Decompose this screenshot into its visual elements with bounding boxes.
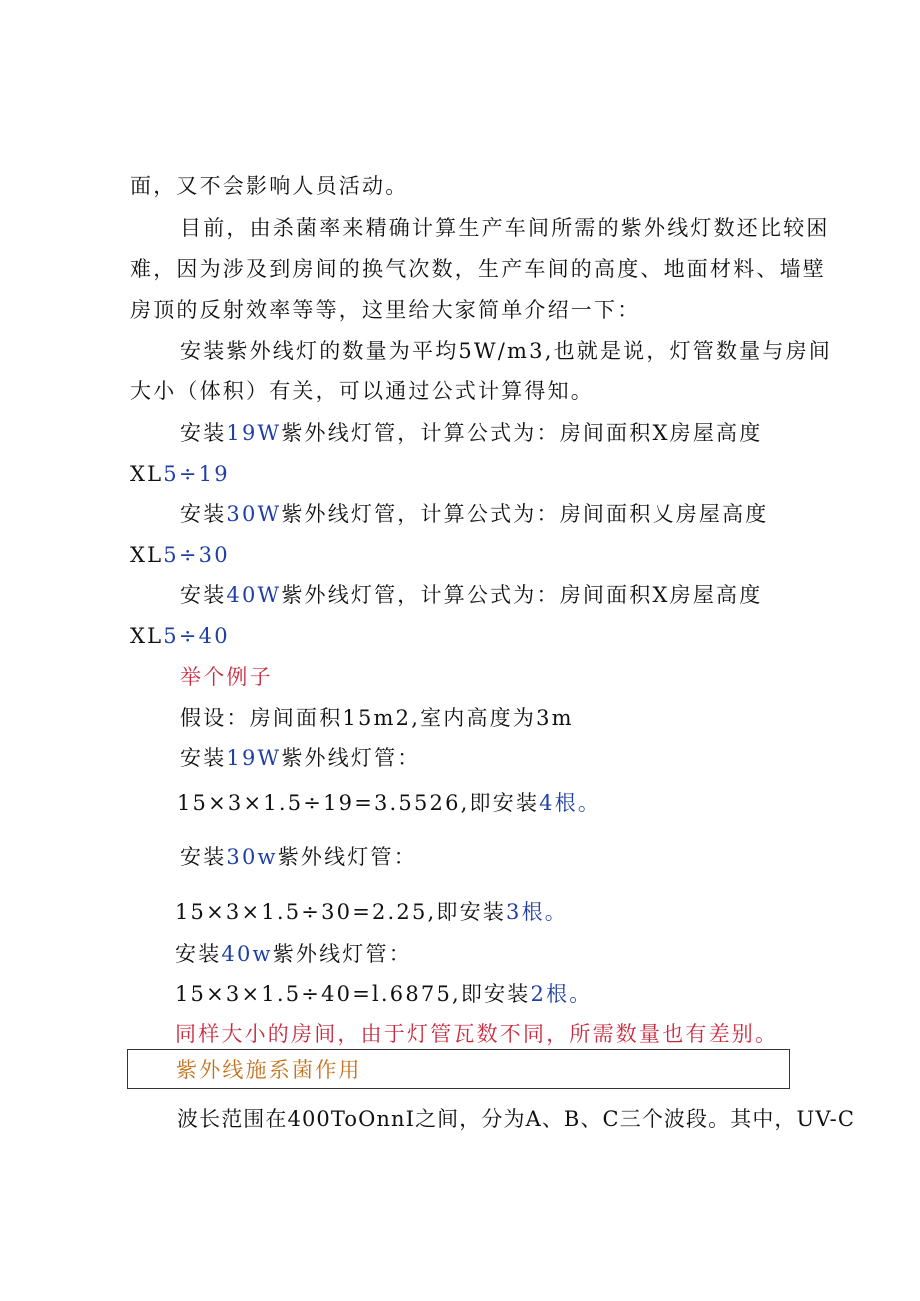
example-prefix: 安装: [180, 845, 227, 869]
tube-unit: 根。: [546, 982, 593, 1006]
tube-unit: 根。: [554, 791, 602, 815]
wattage-40w: 40W: [226, 583, 282, 607]
formula-prefix: 安装: [180, 502, 227, 526]
formula-divisor-19: 5÷19: [163, 462, 230, 486]
formula-prefix: 安装: [180, 583, 227, 607]
assumption-line: 假设：房间面积15m2,室内高度为3m: [180, 706, 574, 730]
tube-unit: 根。: [521, 900, 568, 924]
formula-text: 紫外线灯管，计算公式为：房间面积乂房屋高度: [281, 502, 769, 526]
section-heading: 紫外线施系菌作用: [176, 1058, 362, 1082]
formula-divisor-40: 5÷40: [163, 624, 230, 648]
formula-xl: XL: [130, 624, 164, 648]
formula-tail-19w: [130, 460, 230, 488]
example-prefix: 安装: [175, 942, 222, 966]
wattage-30w: 30W: [226, 502, 282, 526]
formula-line-19w: [180, 419, 762, 447]
section-heading-box: [127, 1049, 790, 1089]
formula-prefix: 安装: [180, 421, 227, 445]
calc-expression: 15×3×1.5÷19=3.5526,即安装: [177, 791, 540, 815]
wattage-40w: 40w: [221, 942, 273, 966]
example-40w-title: [175, 940, 412, 968]
formula-text: 紫外线灯管，计算公式为：房间面积X房屋高度: [281, 421, 763, 445]
example-19w-title: [180, 744, 421, 772]
calc-expression: 15×3×1.5÷40=l.6875,即安装: [175, 982, 531, 1006]
formula-tail-40w: [130, 622, 230, 650]
paragraph-line: 波长范围在400ToOnnI之间，分为A、B、C三个波段。其中，UV-C: [177, 1107, 856, 1131]
example-text: 紫外线灯管：: [272, 942, 412, 966]
paragraph-line: 面，又不会影响人员活动。: [130, 174, 409, 198]
formula-text: 紫外线灯管，计算公式为：房间面积X房屋高度: [281, 583, 763, 607]
wattage-19w: 19W: [226, 421, 282, 445]
example-prefix: 安装: [180, 746, 227, 770]
tube-count-19w: 4: [539, 791, 555, 815]
paragraph-line: 难，因为涉及到房间的换气次数，生产车间的高度、地面材料、墙壁: [130, 257, 826, 281]
formula-tail-30w: [130, 541, 230, 569]
paragraph-line: 目前，由杀菌率来精确计算生产车间所需的紫外线灯数还比较困: [180, 216, 830, 240]
formula-xl: XL: [130, 543, 164, 567]
wattage-30w: 30w: [226, 845, 278, 869]
example-text: 紫外线灯管：: [281, 746, 421, 770]
paragraph-line: 大小（体积）有关，可以通过公式计算得知。: [130, 379, 594, 403]
example-19w-calc: [177, 789, 601, 817]
paragraph-line: 安装紫外线灯的数量为平均5W/m3,也就是说，灯管数量与房间: [180, 339, 832, 363]
example-heading: 举个例子: [180, 665, 273, 689]
example-30w-title: [180, 843, 417, 871]
formula-line-30w: [180, 500, 769, 528]
calc-expression: 15×3×1.5÷30=2.25,即安装: [175, 900, 507, 924]
example-text: 紫外线灯管：: [277, 845, 417, 869]
paragraph-line: 房顶的反射效率等等，这里给大家简单介绍一下：: [130, 298, 641, 322]
example-40w-calc: [175, 980, 592, 1008]
formula-xl: XL: [130, 462, 164, 486]
wattage-19w: 19W: [226, 746, 282, 770]
formula-divisor-30: 5÷30: [163, 543, 230, 567]
example-30w-calc: [175, 898, 568, 926]
tube-count-30w: 3: [506, 900, 522, 924]
tube-count-40w: 2: [530, 982, 547, 1006]
formula-line-40w: [180, 581, 762, 609]
conclusion-line: 同样大小的房间，由于灯管瓦数不同，所需数量也有差别。: [175, 1022, 779, 1046]
